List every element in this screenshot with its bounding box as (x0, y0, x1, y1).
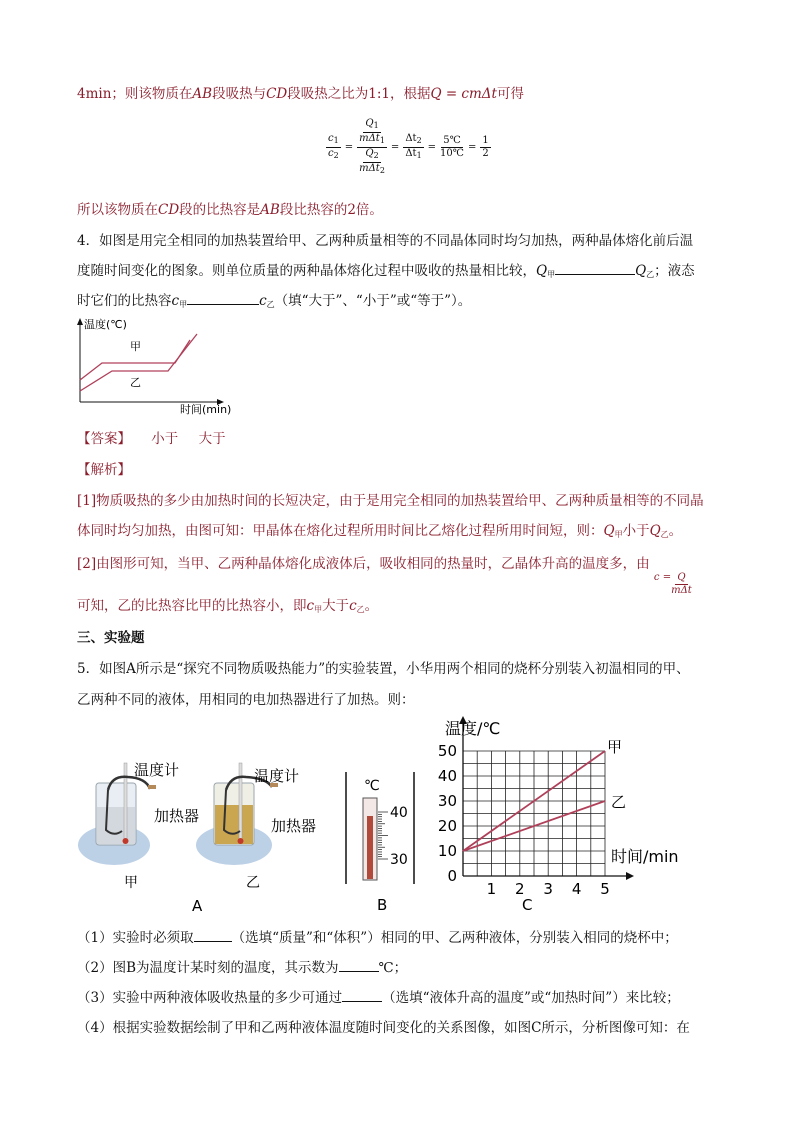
text: 大于 (322, 598, 350, 614)
left-heater-label: 加热器 (154, 807, 200, 825)
ratio-equation (326, 118, 491, 177)
cd-label: CD (158, 202, 180, 218)
melting-graph (72, 316, 247, 418)
c: c (328, 133, 334, 144)
q4-analysis-1-line1: [1]物质吸热的多少由加热时间的长短决定，由于是用完全相同的加热装置给甲、乙两种质量相等的不同晶 (77, 493, 704, 509)
q5-sub1 (77, 926, 678, 946)
lhs: c = (653, 572, 672, 583)
right-liquid-label: 乙 (246, 875, 260, 891)
figure-c-chart (430, 714, 720, 914)
c: c (328, 148, 334, 159)
answer-label: 【答案】 (77, 431, 131, 447)
text: （2）图B为温度计某时刻的温度，其示数为 (77, 960, 339, 976)
answer-blank[interactable] (342, 1001, 382, 1002)
q4-line2 (77, 259, 695, 280)
tick-marks (378, 812, 388, 859)
right-thermometer (239, 763, 242, 841)
answer-1: 小于 (151, 431, 179, 447)
q: Q (365, 148, 374, 159)
q4-analysis-2-line1 (77, 552, 692, 597)
answer-2: 大于 (198, 431, 226, 447)
text: 体同时均匀加热，由图可知：甲晶体在熔化过程所用时间比乙熔化过程所用时间短，则： (77, 523, 604, 539)
sub: 1 (416, 151, 422, 160)
numerator: Q (677, 572, 686, 583)
denominator: mΔt (671, 585, 692, 596)
text: 4min；则该物质在 (77, 86, 193, 102)
y-tick-label: 40 (437, 767, 457, 785)
x-tick-label: 5 (600, 880, 610, 898)
text: 所以该物质在 (77, 202, 158, 218)
q5-sub3 (77, 986, 680, 1006)
ab-label: AB (260, 202, 280, 218)
sub: 1 (379, 136, 385, 145)
frac-temp: $\frac{5℃}{10℃}$ (440, 135, 464, 159)
frac-c1-c2 (326, 133, 341, 162)
sub: 甲 (614, 530, 623, 539)
text: ℃； (378, 960, 408, 976)
sub: 1 (373, 121, 379, 130)
prev-line1 (77, 82, 524, 102)
dt: Δt (405, 133, 417, 144)
sub: 1 (333, 136, 339, 145)
left-liquid-label: 甲 (124, 875, 138, 891)
c: c (306, 598, 315, 614)
formula-row (654, 572, 671, 584)
ab-label: AB (192, 86, 213, 102)
equals: = (390, 142, 400, 153)
text: 段吸热与 (212, 86, 267, 102)
q4-line3 (77, 289, 471, 310)
c: c (171, 293, 180, 309)
equals: = (427, 142, 437, 153)
sub: 甲 (314, 605, 323, 614)
frac-dt (403, 133, 423, 162)
figure-b-thermometer (344, 772, 424, 915)
q: Q (536, 263, 548, 279)
answer-blank[interactable] (187, 304, 259, 305)
x-arrow (626, 872, 634, 880)
text: （3）实验中两种液体吸收热量的多少可通过 (77, 990, 343, 1006)
answer-blank[interactable] (555, 274, 635, 275)
sub: 乙 (646, 270, 655, 279)
specific-heat-fraction (671, 572, 692, 597)
heat-formula: Q = cmΔt (430, 86, 497, 102)
text: 度随时间变化的图象。则单位质量的两种晶体熔化过程中吸收的热量相比较， (77, 263, 536, 279)
sub: 2 (416, 136, 422, 145)
equals: = (344, 142, 354, 153)
sub: 甲 (547, 270, 556, 279)
text: 可知，乙的比热容比甲的比热容小，即 (77, 598, 307, 614)
label-jia: 甲 (130, 340, 141, 353)
q4-analysis-1-line2 (77, 519, 682, 540)
answer-blank[interactable] (339, 971, 379, 972)
sub: 2 (379, 166, 385, 175)
right-liquid (215, 805, 253, 844)
q4-line1: 4．如图是用完全相同的加热装置给甲、乙两种质量相等的不同晶体同时均匀加热，两种晶体熔化前后温 (77, 233, 694, 249)
text: 段吸热之比为1:1，根据 (287, 86, 431, 102)
denominator: 2 (482, 148, 489, 159)
q: Q (365, 118, 374, 129)
tick-30: 30 (390, 852, 408, 868)
label-yi: 乙 (130, 376, 141, 389)
q4-analysis-2-line2 (77, 594, 378, 615)
q4-analysis-label: 【解析】 (77, 462, 131, 478)
right-thermo-bulb (238, 838, 244, 844)
mdt: mΔt (359, 133, 380, 144)
y-tick-label: 50 (437, 742, 457, 760)
text: 小于 (622, 523, 650, 539)
right-heater-label: 加热器 (271, 817, 317, 835)
sub: 甲 (179, 300, 188, 309)
q5-line2: 乙两种不同的液体，用相同的电加热器进行了加热。则： (77, 692, 415, 708)
mdt: mΔt (359, 163, 380, 174)
figure-a-caption: A (192, 897, 203, 915)
text: 倍。 (355, 202, 383, 218)
q5-line1: 5．如图A所示是“探究不同物质吸热能力”的实验装置，小华用两个相同的烧杯分别装入初温相同的甲、 (77, 661, 690, 677)
mercury-column (367, 816, 373, 879)
left-thermo-bulb (123, 838, 129, 844)
y-tick-label: 0 (447, 867, 457, 885)
right-thermo-label: 温度计 (254, 767, 300, 785)
text: 段的比热容是 (179, 202, 261, 218)
left-thermometer (124, 763, 127, 841)
number: 2 (347, 202, 356, 218)
figure-b-caption: B (377, 896, 388, 914)
sub: 乙 (356, 605, 365, 614)
frac-result: $\frac{1}{2}$ (482, 135, 489, 159)
q5-sub2 (77, 956, 407, 976)
frac-big (357, 118, 387, 177)
text: 。 (668, 523, 683, 539)
text: ；液态 (654, 263, 695, 279)
y-tick-label: 10 (437, 842, 457, 860)
specific-heat-formula (654, 572, 671, 584)
text: （1）实验时必须取 (77, 930, 194, 946)
x-tick-label: 2 (515, 880, 525, 898)
dt: Δt (405, 148, 417, 159)
text: （填“大于”、“小于”或“等于”）。 (274, 293, 472, 309)
text: [2]由图形可知，当甲、乙两种晶体熔化成液体后，吸收相同的热量时，乙晶体升高的温度多，由 (77, 556, 650, 572)
c: c (259, 293, 267, 309)
sub: 乙 (660, 530, 669, 539)
c: c (349, 598, 357, 614)
q: Q (603, 523, 615, 539)
y-axis-label: 温度(℃) (84, 318, 127, 331)
q5-sub4: （4）根据实验数据绘制了甲和乙两种液体温度随时间变化的关系图像，如图C所示，分析图像可知：在 (77, 1020, 690, 1036)
prev-conclusion (77, 198, 383, 218)
q4-answer (77, 427, 226, 447)
equals: = (467, 142, 477, 153)
chart-label-yi: 乙 (611, 793, 627, 811)
q: Q (649, 523, 661, 539)
text: 。 (364, 598, 379, 614)
y-tick-label: 30 (437, 792, 457, 810)
x-tick-label: 4 (571, 880, 582, 898)
sub: 2 (373, 151, 379, 160)
denominator: 10℃ (440, 148, 464, 159)
sub: 乙 (266, 300, 275, 309)
tick-40: 40 (390, 805, 408, 821)
left-thermo-label: 温度计 (134, 761, 180, 779)
q: Q (635, 263, 647, 279)
unit-label: ℃ (364, 778, 380, 794)
text: 时它们的比热容 (77, 293, 172, 309)
cd-label: CD (266, 86, 288, 102)
text: 段比热容的 (279, 202, 348, 218)
sub: 2 (333, 151, 339, 160)
frac-q1 (359, 118, 385, 147)
left-plug (148, 785, 156, 789)
x-tick-label: 3 (543, 880, 553, 898)
text: （选填“质量”和“体积”）相同的甲、乙两种液体，分别装入相同的烧杯中； (231, 930, 678, 946)
section-heading: 三、实验题 (77, 630, 145, 646)
y-arrow (77, 318, 83, 325)
text: （选填“液体升高的温度”或“加热时间”）来比较； (382, 990, 680, 1006)
left-liquid (97, 807, 135, 844)
y-tick-label: 20 (437, 817, 457, 835)
answer-blank[interactable] (194, 941, 232, 942)
x-axis-label: 时间(min) (180, 403, 232, 416)
chart-label-jia: 甲 (607, 738, 623, 756)
x-tick-label: 1 (486, 880, 497, 898)
frac-q2 (359, 148, 385, 177)
chart-x-label: 时间/min (611, 847, 679, 866)
figure-a-beakers (76, 745, 346, 915)
figure-c-caption: C (522, 896, 533, 914)
text: 可得 (496, 86, 524, 102)
chart-y-label: 温度/℃ (445, 719, 501, 738)
